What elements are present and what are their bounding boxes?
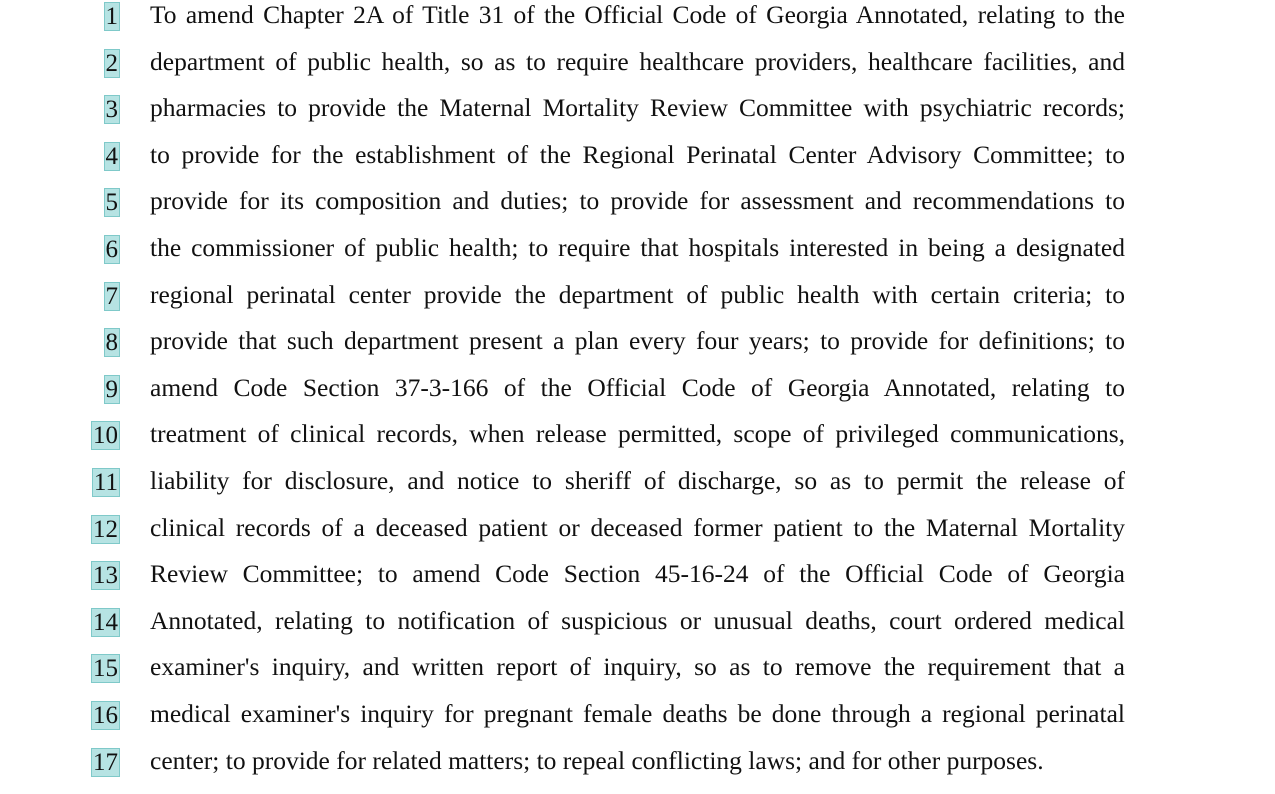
line-number — [93, 515, 120, 545]
line-text: To amend Chapter 2A of Title 31 of the Official Code of Georgia Annotated, relating to the — [150, 0, 1125, 29]
line-text: pharmacies to provide the Maternal Mortality Review Committee with psychiatric records; — [150, 93, 1125, 123]
line-number — [93, 468, 120, 498]
document-line — [0, 468, 1275, 515]
line-number-label: 5 — [105, 189, 118, 217]
document-line — [0, 279, 1275, 329]
line-number-label: 9 — [105, 375, 118, 403]
line-text: amend Code Section 37-3-166 of the Official Code of Georgia Annotated, relating to — [150, 372, 1125, 402]
line-text: provide that such department present a plan every four years; to provide for definitions; to — [150, 326, 1125, 356]
document-line — [0, 46, 1275, 96]
document-line — [0, 328, 1275, 375]
line-number — [93, 748, 120, 778]
document-line — [0, 188, 1275, 235]
line-number-label: 8 — [105, 329, 118, 357]
line-text: clinical records of a deceased patient or deceased former patient to the Maternal Mortality — [150, 512, 1125, 542]
line-number-label: 2 — [105, 49, 118, 77]
line-number-label: 13 — [93, 562, 118, 590]
line-number-label: 3 — [105, 96, 118, 124]
document-line — [0, 421, 1275, 468]
line-number-label: 7 — [105, 282, 118, 310]
line-text: the commissioner of public health; to require that hospitals interested in being a designated — [150, 233, 1125, 262]
line-number-label: 16 — [93, 702, 118, 729]
document-line — [0, 745, 1275, 794]
line-number-label: 4 — [105, 142, 118, 170]
line-number-label: 17 — [93, 748, 118, 776]
line-number — [105, 142, 120, 172]
line-number — [93, 608, 120, 638]
line-text: examiner's inquiry, and written report of inquiry, so as to remove the requirement that a — [150, 652, 1125, 682]
line-text: Annotated, relating to notification of suspicious or unusual deaths, court ordered medical — [150, 605, 1125, 635]
document-line — [0, 235, 1275, 282]
document-line — [0, 605, 1275, 655]
line-number-label: 6 — [105, 236, 118, 263]
line-number-label: 14 — [93, 608, 118, 636]
line-text: to provide for the establishment of the Regional Perinatal Center Advisory Committee; to — [150, 139, 1125, 169]
line-number-label: 11 — [93, 469, 118, 496]
line-text: Review Committee; to amend Code Section 45-16-24 of the Official Code of Georgia — [150, 559, 1125, 589]
document-line — [0, 372, 1275, 422]
document-line — [0, 139, 1275, 189]
line-number — [105, 49, 120, 79]
line-number — [105, 235, 120, 265]
document-line — [0, 654, 1275, 701]
line-text: center; to provide for related matters; to repeal conflicting laws; and for other purposes. — [150, 745, 1044, 775]
line-number — [105, 2, 120, 32]
document-line — [0, 701, 1275, 748]
line-number — [105, 282, 120, 312]
line-number-label: 10 — [93, 422, 118, 450]
document-line — [0, 2, 1275, 49]
line-text: department of public health, so as to require healthcare providers, healthcare facilities, and — [150, 46, 1125, 76]
line-text: treatment of clinical records, when release permitted, scope of privileged communications, — [150, 419, 1125, 449]
line-text: regional perinatal center provide the department of public health with certain criteria; to — [150, 279, 1125, 309]
line-number-label: 15 — [93, 655, 118, 683]
line-number — [105, 375, 120, 405]
line-text: medical examiner's inquiry for pregnant female deaths be done through a regional perinatal — [150, 699, 1125, 728]
line-number — [93, 561, 120, 591]
line-text: liability for disclosure, and notice to sheriff of discharge, so as to permit the release of — [150, 466, 1125, 495]
line-number — [93, 421, 120, 451]
line-number-label: 1 — [105, 3, 118, 30]
line-number-label: 12 — [93, 515, 118, 543]
document-line — [0, 95, 1275, 142]
document-line — [0, 512, 1275, 562]
line-number — [93, 701, 120, 731]
document-line — [0, 561, 1275, 608]
line-number — [93, 654, 120, 684]
line-number — [105, 188, 120, 218]
line-number — [105, 328, 120, 358]
line-number — [105, 95, 120, 125]
line-text: provide for its composition and duties; to provide for assessment and recommendations to — [150, 186, 1125, 216]
